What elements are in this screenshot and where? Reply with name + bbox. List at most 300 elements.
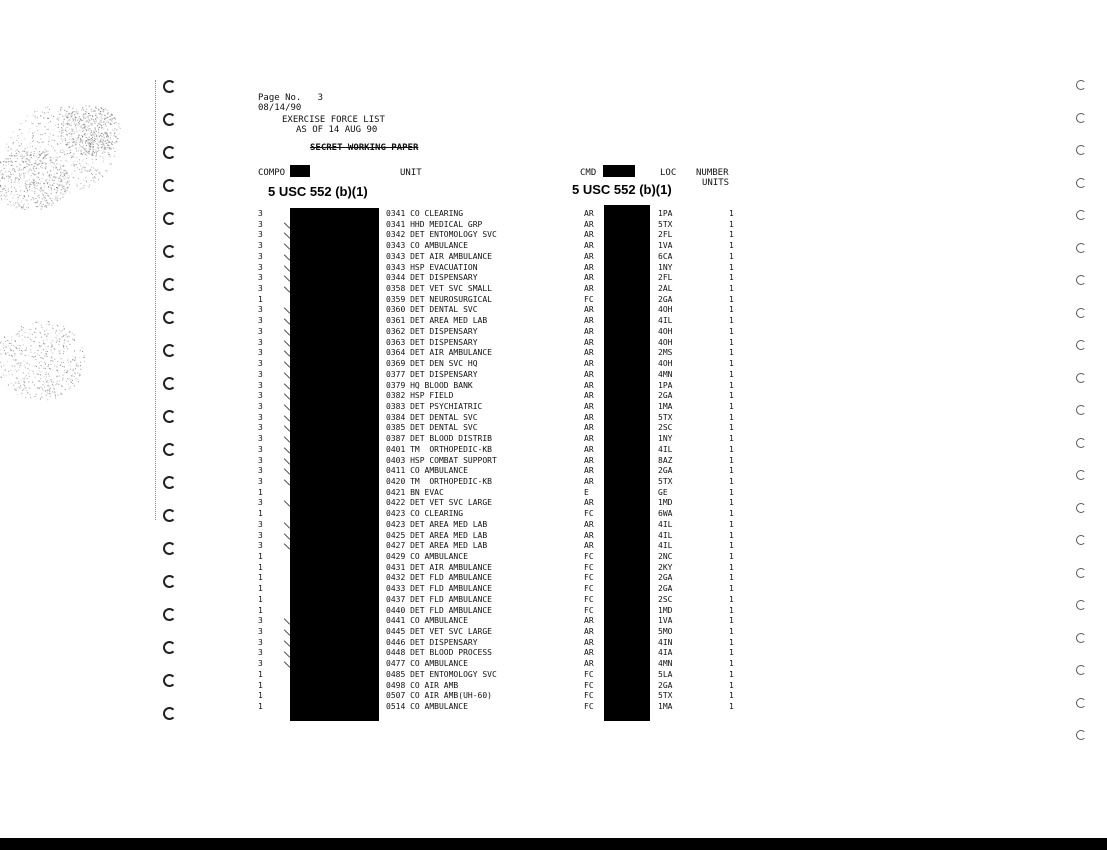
- row-number-units: 1: [729, 637, 734, 647]
- row-compo: 1: [258, 669, 263, 679]
- punch-hole: [163, 344, 176, 357]
- unit-column: [386, 209, 497, 713]
- punch-hole: [1076, 340, 1086, 350]
- punch-hole: [1076, 730, 1086, 740]
- foia-exemption-label-left: 5 USC 552 (b)(1): [268, 184, 368, 199]
- row-unit: 0358 DET VET SVC SMALL: [386, 284, 492, 294]
- row-unit: 0343 DET AIR AMBULANCE: [386, 251, 492, 261]
- report-date: 08/14/90: [258, 103, 302, 113]
- row-compo: 3: [258, 434, 263, 444]
- row-unit: 0362 DET DISPENSARY: [386, 326, 478, 336]
- row-number-units: 1: [729, 659, 734, 669]
- row-compo: 3: [258, 530, 263, 540]
- row-number-units: 1: [729, 509, 734, 519]
- row-number-units: 1: [729, 562, 734, 572]
- row-number-units: 1: [729, 294, 734, 304]
- punch-hole: [163, 509, 176, 522]
- row-compo: 1: [258, 573, 263, 583]
- row-compo: 3: [258, 637, 263, 647]
- punch-hole: [163, 245, 176, 258]
- row-cmd: AR: [584, 209, 594, 218]
- col-header-cmd: CMD: [580, 168, 597, 178]
- row-number-units: 1: [729, 316, 734, 326]
- row-cmd: AR: [584, 359, 594, 369]
- row-cmd: E: [584, 487, 589, 497]
- row-loc: 4OH: [658, 359, 673, 369]
- row-loc: 6CA: [658, 251, 673, 261]
- row-loc: 1MA: [658, 702, 673, 712]
- col-header-compo: COMPO: [258, 168, 286, 178]
- page-label-line: [258, 93, 323, 103]
- row-compo: 1: [258, 294, 263, 304]
- row-number-units: 1: [729, 691, 734, 701]
- row-cmd: AR: [584, 230, 594, 240]
- row-number-units: 1: [729, 209, 734, 218]
- row-number-units: 1: [729, 498, 734, 508]
- punch-hole: [163, 608, 176, 621]
- row-unit: 0446 DET DISPENSARY: [386, 637, 478, 647]
- row-cmd: FC: [584, 691, 594, 701]
- scan-noise: [0, 60, 160, 480]
- row-loc: 1VA: [658, 616, 673, 626]
- punch-hole: [163, 377, 176, 390]
- row-number-units: 1: [729, 401, 734, 411]
- row-compo: 3: [258, 541, 263, 551]
- row-cmd: AR: [584, 326, 594, 336]
- row-compo: 3: [258, 455, 263, 465]
- row-compo: 1: [258, 605, 263, 615]
- row-number-units: 1: [729, 251, 734, 261]
- row-unit: 0429 CO AMBULANCE: [386, 552, 468, 561]
- row-loc: 1MD: [658, 605, 673, 615]
- row-unit: 0377 DET DISPENSARY: [386, 369, 478, 379]
- row-unit: 0423 DET AREA MED LAB: [386, 519, 488, 529]
- row-compo: 1: [258, 509, 263, 519]
- row-compo: 1: [258, 680, 263, 690]
- row-number-units: 1: [729, 391, 734, 401]
- punch-hole: [1076, 503, 1086, 513]
- row-cmd: FC: [584, 562, 594, 572]
- row-loc: 5TX: [658, 691, 673, 701]
- row-unit: 0387 DET BLOOD DISTRIB: [386, 434, 492, 444]
- row-number-units: 1: [729, 380, 734, 390]
- punch-hole: [1076, 633, 1086, 643]
- row-unit: 0343 CO AMBULANCE: [386, 241, 468, 251]
- row-loc: 4IL: [658, 530, 673, 540]
- row-cmd: AR: [584, 412, 594, 422]
- punch-hole: [1076, 80, 1086, 90]
- row-loc: 4IL: [658, 316, 673, 326]
- row-unit: 0431 DET AIR AMBULANCE: [386, 562, 492, 572]
- punch-hole: [163, 146, 176, 159]
- row-cmd: AR: [584, 284, 594, 294]
- row-unit: 0440 DET FLD AMBULANCE: [386, 605, 492, 615]
- row-loc: 2MS: [658, 348, 673, 358]
- row-unit: 0421 BN EVAC: [386, 487, 444, 497]
- row-number-units: 1: [729, 530, 734, 540]
- row-compo: 3: [258, 348, 263, 358]
- punch-hole: [1076, 600, 1086, 610]
- punch-hole: [1076, 243, 1086, 253]
- row-cmd: AR: [584, 541, 594, 551]
- row-unit: 0507 CO AIR AMB(UH-60): [386, 691, 492, 701]
- row-unit: 0343 HSP EVACUATION: [386, 262, 478, 272]
- row-loc: 1MA: [658, 401, 673, 411]
- row-number-units: 1: [729, 616, 734, 626]
- row-compo: 3: [258, 359, 263, 369]
- row-loc: 6WA: [658, 509, 673, 519]
- row-number-units: 1: [729, 369, 734, 379]
- row-number-units: 1: [729, 552, 734, 561]
- row-loc: 2KY: [658, 562, 673, 572]
- row-unit: 0382 HSP FIELD: [386, 391, 454, 401]
- col-header-unit: UNIT: [400, 168, 422, 178]
- row-loc: 4OH: [658, 305, 673, 315]
- punch-hole: [163, 410, 176, 423]
- row-compo: 3: [258, 209, 263, 218]
- row-unit: 0342 DET ENTOMOLOGY SVC: [386, 230, 497, 240]
- row-unit: 0363 DET DISPENSARY: [386, 337, 478, 347]
- row-cmd: FC: [584, 573, 594, 583]
- punch-hole: [163, 311, 176, 324]
- row-loc: 2GA: [658, 466, 673, 476]
- row-unit: 0411 CO AMBULANCE: [386, 466, 468, 476]
- row-cmd: AR: [584, 498, 594, 508]
- row-loc: 2GA: [658, 584, 673, 594]
- punch-hole: [163, 80, 176, 93]
- row-cmd: FC: [584, 605, 594, 615]
- row-loc: 4OH: [658, 326, 673, 336]
- punch-hole: [163, 179, 176, 192]
- row-cmd: AR: [584, 519, 594, 529]
- row-loc: 4IL: [658, 444, 673, 454]
- row-compo: 3: [258, 498, 263, 508]
- row-unit: 0422 DET VET SVC LARGE: [386, 498, 492, 508]
- row-unit: 0379 HQ BLOOD BANK: [386, 380, 473, 390]
- row-compo: 3: [258, 380, 263, 390]
- row-compo: 3: [258, 444, 263, 454]
- row-unit: 0359 DET NEUROSURGICAL: [386, 294, 492, 304]
- row-number-units: 1: [729, 680, 734, 690]
- row-compo: 3: [258, 616, 263, 626]
- row-number-units: 1: [729, 412, 734, 422]
- row-loc: 2NC: [658, 552, 673, 561]
- page-number: 3: [317, 93, 324, 103]
- row-compo: 3: [258, 627, 263, 637]
- foia-exemption-label-right: 5 USC 552 (b)(1): [572, 182, 672, 197]
- col-header-loc: LOC: [660, 168, 677, 178]
- row-compo: 3: [258, 251, 263, 261]
- row-number-units: 1: [729, 337, 734, 347]
- punch-hole: [1076, 275, 1086, 285]
- punch-hole: [163, 575, 176, 588]
- row-cmd: AR: [584, 616, 594, 626]
- punch-hole: [1076, 373, 1086, 383]
- punch-hole: [1076, 178, 1086, 188]
- row-number-units: 1: [729, 230, 734, 240]
- row-number-units: 1: [729, 359, 734, 369]
- row-compo: 3: [258, 219, 263, 229]
- row-number-units: 1: [729, 584, 734, 594]
- row-unit: 0360 DET DENTAL SVC: [386, 305, 478, 315]
- compo-column: [258, 209, 263, 713]
- row-loc: 5MO: [658, 627, 673, 637]
- row-number-units: 1: [729, 326, 734, 336]
- redaction-box: [290, 165, 310, 177]
- row-cmd: AR: [584, 423, 594, 433]
- row-cmd: AR: [584, 627, 594, 637]
- row-compo: 3: [258, 305, 263, 315]
- row-compo: 1: [258, 487, 263, 497]
- redaction-column-right: [604, 205, 650, 721]
- row-cmd: AR: [584, 455, 594, 465]
- row-cmd: FC: [584, 680, 594, 690]
- row-loc: 4IN: [658, 637, 673, 647]
- row-cmd: AR: [584, 273, 594, 283]
- row-compo: 1: [258, 552, 263, 561]
- row-number-units: 1: [729, 541, 734, 551]
- row-unit: 0445 DET VET SVC LARGE: [386, 627, 492, 637]
- row-compo: 3: [258, 466, 263, 476]
- punch-hole: [163, 113, 176, 126]
- row-compo: 1: [258, 594, 263, 604]
- row-loc: 1VA: [658, 241, 673, 251]
- row-unit: 0433 DET FLD AMBULANCE: [386, 584, 492, 594]
- punch-hole: [163, 476, 176, 489]
- row-unit: 0441 CO AMBULANCE: [386, 616, 468, 626]
- row-loc: 4OH: [658, 337, 673, 347]
- row-unit: 0498 CO AIR AMB: [386, 680, 459, 690]
- row-unit: 0485 DET ENTOMOLOGY SVC: [386, 669, 497, 679]
- row-compo: 3: [258, 337, 263, 347]
- row-cmd: FC: [584, 594, 594, 604]
- row-compo: 3: [258, 316, 263, 326]
- row-loc: 2SC: [658, 423, 673, 433]
- row-unit: 0437 DET FLD AMBULANCE: [386, 594, 492, 604]
- row-compo: 3: [258, 262, 263, 272]
- row-cmd: AR: [584, 444, 594, 454]
- punch-hole: [1076, 438, 1086, 448]
- row-number-units: 1: [729, 444, 734, 454]
- row-unit: 0448 DET BLOOD PROCESS: [386, 648, 492, 658]
- punch-hole: [1076, 145, 1086, 155]
- row-compo: 1: [258, 584, 263, 594]
- row-cmd: FC: [584, 669, 594, 679]
- row-number-units: 1: [729, 434, 734, 444]
- row-cmd: AR: [584, 401, 594, 411]
- punch-hole: [1076, 665, 1086, 675]
- row-number-units: 1: [729, 262, 734, 272]
- row-loc: 4IA: [658, 648, 673, 658]
- punch-hole: [1076, 568, 1086, 578]
- row-cmd: FC: [584, 584, 594, 594]
- row-number-units: 1: [729, 476, 734, 486]
- row-loc: 2GA: [658, 294, 673, 304]
- row-cmd: AR: [584, 241, 594, 251]
- row-number-units: 1: [729, 219, 734, 229]
- punch-hole: [1076, 308, 1086, 318]
- classification-marking: SECRET WORKING PAPER: [310, 143, 419, 153]
- row-cmd: AR: [584, 251, 594, 261]
- row-number-units: 1: [729, 348, 734, 358]
- row-cmd: FC: [584, 509, 594, 519]
- report-title: EXERCISE FORCE LIST: [282, 115, 385, 125]
- row-cmd: FC: [584, 294, 594, 304]
- row-loc: 2GA: [658, 391, 673, 401]
- scan-border-bottom: [0, 838, 1107, 850]
- row-unit: 0401 TM ORTHOPEDIC-KB: [386, 444, 492, 454]
- cmd-column: [584, 209, 594, 713]
- punch-hole: [1076, 210, 1086, 220]
- row-compo: 1: [258, 562, 263, 572]
- row-compo: 1: [258, 702, 263, 712]
- number-units-column: [729, 209, 734, 713]
- loc-column: [658, 209, 672, 713]
- row-compo: 3: [258, 412, 263, 422]
- row-loc: 2GA: [658, 680, 673, 690]
- row-number-units: 1: [729, 423, 734, 433]
- row-unit: 0369 DET DEN SVC HQ: [386, 359, 478, 369]
- punch-hole: [1076, 698, 1086, 708]
- row-cmd: AR: [584, 219, 594, 229]
- row-compo: 3: [258, 423, 263, 433]
- row-loc: 4IL: [658, 541, 673, 551]
- redaction-box: [603, 165, 635, 177]
- margin-line: [155, 80, 157, 520]
- punch-hole: [163, 707, 176, 720]
- row-unit: 0341 CO CLEARING: [386, 209, 464, 218]
- punch-hole: [163, 212, 176, 225]
- row-compo: 3: [258, 659, 263, 669]
- row-number-units: 1: [729, 241, 734, 251]
- row-compo: 3: [258, 519, 263, 529]
- row-compo: 3: [258, 273, 263, 283]
- row-number-units: 1: [729, 594, 734, 604]
- row-cmd: AR: [584, 637, 594, 647]
- report-as-of: AS OF 14 AUG 90: [296, 125, 378, 135]
- row-compo: 3: [258, 648, 263, 658]
- punch-hole: [1076, 535, 1086, 545]
- row-unit: 0341 HHD MEDICAL GRP: [386, 219, 483, 229]
- punch-hole: [1076, 113, 1086, 123]
- row-cmd: AR: [584, 476, 594, 486]
- row-loc: 2FL: [658, 230, 673, 240]
- row-compo: 3: [258, 326, 263, 336]
- row-compo: 3: [258, 241, 263, 251]
- row-loc: GE: [658, 487, 668, 497]
- row-unit: 0385 DET DENTAL SVC: [386, 423, 478, 433]
- row-cmd: AR: [584, 305, 594, 315]
- col-header-number: NUMBER: [696, 168, 729, 178]
- row-cmd: AR: [584, 530, 594, 540]
- row-loc: 5LA: [658, 669, 673, 679]
- row-loc: 2GA: [658, 573, 673, 583]
- punch-hole: [1076, 405, 1086, 415]
- row-number-units: 1: [729, 487, 734, 497]
- row-loc: 1MD: [658, 498, 673, 508]
- punch-hole: [163, 674, 176, 687]
- row-number-units: 1: [729, 573, 734, 583]
- row-number-units: 1: [729, 273, 734, 283]
- row-loc: 2SC: [658, 594, 673, 604]
- row-cmd: FC: [584, 552, 594, 561]
- row-compo: 3: [258, 284, 263, 294]
- row-unit: 0514 CO AMBULANCE: [386, 702, 468, 712]
- row-number-units: 1: [729, 648, 734, 658]
- row-compo: 3: [258, 401, 263, 411]
- row-loc: 1NY: [658, 434, 673, 444]
- row-unit: 0364 DET AIR AMBULANCE: [386, 348, 492, 358]
- punch-hole: [163, 278, 176, 291]
- row-cmd: AR: [584, 337, 594, 347]
- row-unit: 0432 DET FLD AMBULANCE: [386, 573, 492, 583]
- row-cmd: AR: [584, 648, 594, 658]
- row-cmd: AR: [584, 466, 594, 476]
- row-unit: 0383 DET PSYCHIATRIC: [386, 401, 483, 411]
- row-loc: 1NY: [658, 262, 673, 272]
- row-compo: 3: [258, 369, 263, 379]
- row-unit: 0403 HSP COMBAT SUPPORT: [386, 455, 497, 465]
- row-number-units: 1: [729, 519, 734, 529]
- row-loc: 5TX: [658, 476, 673, 486]
- row-number-units: 1: [729, 702, 734, 712]
- punch-hole: [163, 542, 176, 555]
- row-loc: 5TX: [658, 219, 673, 229]
- row-cmd: AR: [584, 380, 594, 390]
- row-cmd: AR: [584, 316, 594, 326]
- row-cmd: AR: [584, 348, 594, 358]
- row-unit: 0423 CO CLEARING: [386, 509, 464, 519]
- row-unit: 0344 DET DISPENSARY: [386, 273, 478, 283]
- row-loc: 2AL: [658, 284, 673, 294]
- row-cmd: AR: [584, 659, 594, 669]
- row-loc: 8AZ: [658, 455, 673, 465]
- punch-hole: [163, 443, 176, 456]
- punch-hole: [1076, 470, 1086, 480]
- row-compo: 3: [258, 476, 263, 486]
- punch-hole: [163, 641, 176, 654]
- row-number-units: 1: [729, 627, 734, 637]
- row-number-units: 1: [729, 669, 734, 679]
- row-number-units: 1: [729, 605, 734, 615]
- row-cmd: FC: [584, 702, 594, 712]
- row-compo: 3: [258, 391, 263, 401]
- row-unit: 0427 DET AREA MED LAB: [386, 541, 488, 551]
- row-unit: 0420 TM ORTHOPEDIC-KB: [386, 476, 492, 486]
- row-loc: 5TX: [658, 412, 673, 422]
- page-label: Page No.: [258, 93, 302, 103]
- row-cmd: AR: [584, 262, 594, 272]
- row-loc: 1PA: [658, 380, 673, 390]
- row-number-units: 1: [729, 466, 734, 476]
- row-compo: 3: [258, 230, 263, 240]
- row-cmd: AR: [584, 434, 594, 444]
- row-loc: 4IL: [658, 519, 673, 529]
- row-loc: 4MN: [658, 659, 673, 669]
- row-unit: 0477 CO AMBULANCE: [386, 659, 468, 669]
- row-unit: 0384 DET DENTAL SVC: [386, 412, 478, 422]
- row-unit: 0425 DET AREA MED LAB: [386, 530, 488, 540]
- row-loc: 4MN: [658, 369, 673, 379]
- row-number-units: 1: [729, 305, 734, 315]
- row-loc: 2FL: [658, 273, 673, 283]
- row-compo: 1: [258, 691, 263, 701]
- row-loc: 1PA: [658, 209, 673, 218]
- row-number-units: 1: [729, 455, 734, 465]
- row-cmd: AR: [584, 391, 594, 401]
- row-unit: 0361 DET AREA MED LAB: [386, 316, 488, 326]
- row-cmd: AR: [584, 369, 594, 379]
